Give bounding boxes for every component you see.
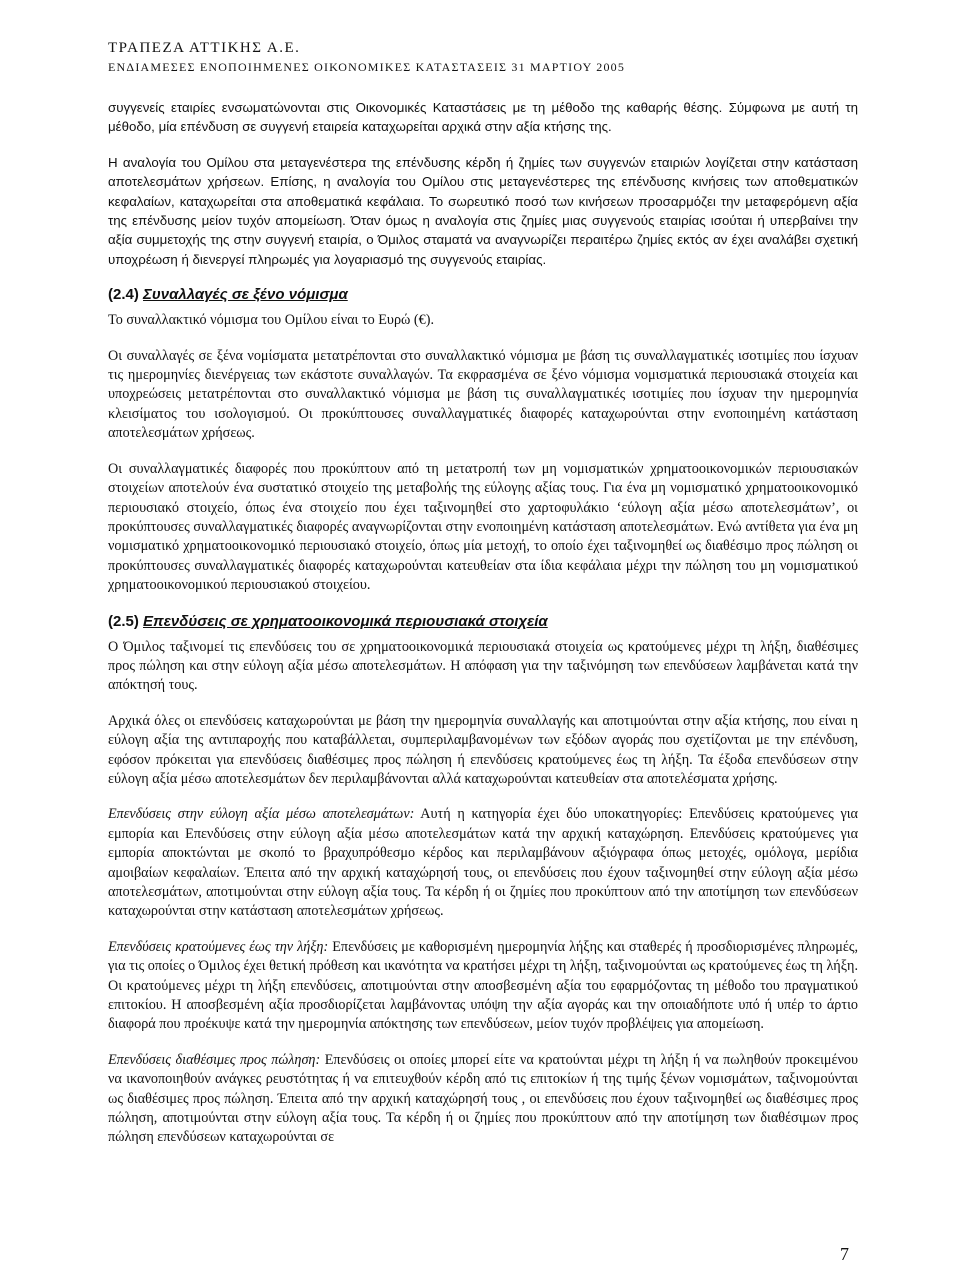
page-number: 7 — [840, 1244, 849, 1264]
paragraph-4: Οι συναλλαγές σε ξένα νομίσματα μετατρέπονται στο συναλλακτικό νόμισμα με βάση τις συναλλαγματικές ισοτιμίες που ίσχυαν τις ημερομηνίες διενέργειας των εκάστοτε συναλλαγών. Τα εκφρασμένα σε ξένο νόμισμα νομισματικά περιουσιακά στοιχεία και υποχρεώσεις μετατρέπονται στο συναλλακτικό νόμισμα με βάση τις συναλλαγματικές ισοτιμίες που ίσχυαν την ημερομηνία κλεισίματος του ισολογισμού. Οι προκύπτουσες συναλλαγματικές διαφορές καταχωρούνται στην ενοποιημένη κατάσταση αποτελεσμάτων χρήσεως. — [108, 347, 858, 442]
header-company: ΤΡΑΠΕΖΑ ΑΤΤΙΚΗΣ Α.Ε. — [108, 40, 301, 56]
section-number: (2.4) — [108, 286, 139, 304]
paragraph-5: Οι συναλλαγματικές διαφορές που προκύπτουν από τη μετατροπή των μη νομισματικών χρηματοοικονομικών περιουσιακών στοιχείων αποτελούν ένα συστατικό στοιχείο της μεταβολής της εύλογης αξίας τους. Για ένα μη νομισματικό χρηματοοικονομικό περιουσιακό στοιχείο, όπως ένα στοιχείο που έχει ταξινομηθεί στο χαρτοφυλάκιο ‘εύλογη αξία μέσω αποτελεσμάτων’, οι προκύπτουσες συναλλαγματικές διαφορές αναγνωρίζονται στην ενοποιημένη κατάσταση αποτελεσμάτων. Ενώ αντίθετα για ένα μη νομισματικό χρηματοοικονομικό περιουσιακό στοιχείο, όπως μία μετοχή, το οποίο έχει ταξινομηθεί ως διαθέσιμο προς πώληση οι προκύπτουσες συναλλαγματικές διαφορές καταχωρούνται κατευθείαν στα ίδια κεφάλαια μέχρι την πώληση του μη νομισματικού χρηματοοικονομικού περιουσιακού στοιχείου. — [108, 460, 858, 594]
header-subtitle: ΕΝΔΙΑΜΕΣΕΣ ΕΝΟΠΟΙΗΜΕΝΕΣ ΟΙΚΟΝΟΜΙΚΕΣ ΚΑΤΑΣΤΑΣΕΙΣ 31 ΜΑΡΤΙΟΥ 2005 — [108, 60, 626, 74]
section-title: Επενδύσεις σε χρηματοοικονομικά περιουσιακά στοιχεία — [143, 612, 548, 630]
paragraph-2: Η αναλογία του Ομίλου στα μεταγενέστερα της επένδυσης κέρδη ή ζημίες των συγγενών εταιριών λογίζεται στην κατάσταση αποτελεσμάτων χρήσεων. Επίσης, η αναλογία του Ομίλου στις μεταγενέστερες της επένδυσης κινήσεις των αποθεματικών κεφαλαίων, καταχωρείται στα αποθεματικά κεφάλαια. Το σωρευτικό ποσό των κινήσεων προσαρμόζει την μεταφερόμενη αξία της επένδυσης μείον τυχόν απομείωση. Όταν όμως η αναλογία στις ζημίες μιας συγγενούς εταιρίας ισούται ή υπερβαίνει την αξία συμμετοχής της στην συγγενή εταιρία, ο Όμιλος σταματά να αναγνωρίζει περαιτέρω ζημίες εκτός αν έχει αναλάβει σχετική υποχρέωση ή διενεργεί πληρωμές για λογαριασμό της συγγενούς εταιρίας. — [108, 154, 858, 267]
paragraph-lead: Επενδύσεις κρατούμενες έως την λήξη: — [108, 938, 329, 955]
paragraph-lead: Επενδύσεις διαθέσιμες προς πώληση: — [108, 1051, 321, 1068]
section-heading-2-5 — [108, 612, 858, 632]
paragraph-3: Το συναλλακτικό νόμισμα του Ομίλου είναι το Ευρώ (€). — [108, 312, 435, 329]
paragraph-6: Ο Όμιλος ταξινομεί τις επενδύσεις του σε χρηματοοικονομικά περιουσιακά στοιχεία ως κρατούμενες μέχρι τη λήξη, διαθέσιμες προς πώληση και στην εύλογη αξία μέσω αποτελεσμάτων. Η απόφαση για την ταξινόμηση των επενδύσεων λαμβάνεται κατά την απόκτησή τους. — [108, 638, 858, 694]
paragraph-text: Αυτή η κατηγορία έχει δύο υποκατηγορίες: Επενδύσεις κρατούμενες για εμπορία και Επενδύσεις στην εύλογη αξία μέσω αποτελεσμάτων κατά την αρχική καταχώρηση. Επενδύσεις κρατούμενες για εμπορία αποκτώνται με σκοπό το βραχυπρόθεσμο κέρδος και περιλαμβάνουν αξιόγραφα όπως μετοχές, ομόλογα, μερίδια αμοιβαίων κεφαλαίων. Έπειτα από την αρχική καταχώρησή τους, οι επενδύσεις που έχουν ταξινομηθεί στην εύλογη αξία μέσω αποτελεσμάτων, αποτιμούνται στην εύλογη αξία τους. Τα κέρδη ή οι ζημίες που προκύπτουν από την αποτίμηση των επενδύσεων καταχωρούνται στην κατάσταση αποτελεσμάτων χρήσεως. — [108, 806, 858, 920]
paragraph-8 — [108, 805, 858, 921]
document-page — [108, 38, 858, 1164]
paragraph-lead: Επενδύσεις στην εύλογη αξία μέσω αποτελεσμάτων: — [108, 806, 415, 823]
paragraph-1: συγγενείς εταιρίες ενσωματώνονται στις Οικονομικές Καταστάσεις με τη μέθοδο της καθαρής θέσης. Σύμφωνα με αυτή τη μέθοδο, μία επένδυση σε συγγενή εταιρεία καταχωρείται αρχικά στην αξία κτήσης της. — [108, 100, 858, 135]
paragraph-text: Επενδύσεις με καθορισμένη ημερομηνία λήξης και σταθερές ή προσδιορισμένες πληρωμές, για τις οποίες ο Όμιλος έχει θετική πρόθεση και ικανότητα να κρατήσει μέχρι τη λήξη, ταξινομούνται ως κρατούμενες έως τη λήξη. Οι κρατούμενες μέχρι τη λήξη επενδύσεις, αποτιμούνται στην αποσβεσμένη αξία του εφαρμόζοντας τη μέθοδο του πραγματικού επιτοκίου. Η αποσβεσμένη αξία προσδιορίζεται λαμβάνοντας υπόψη την αξία αγοράς και την οποιαδήποτε υπό ή υπέρ το άρτιο διαφορά που προέκυψε κατά την ημερομηνία απόκτησης των επενδύσεων, μείον τυχόν προβλέψεις για απομείωση. — [108, 938, 858, 1033]
paragraph-7: Αρχικά όλες οι επενδύσεις καταχωρούνται με βάση την ημερομηνία συναλλαγής και αποτιμούνται στην αξία κτήσης, που είναι η εύλογη αξία της αντιπαροχής που καταβάλλεται, συμπεριλαμβανομένων των εξόδων αγοράς που σχετίζονται με την επένδυση, εφόσον πρόκειται για επενδύσεις διαθέσιμες προς πώληση ή επενδύσεις κρατούμενες έως τη λήξη. Τα έξοδα επενδύσεων στην εύλογη αξία μέσω αποτελεσμάτων δεν περιλαμβάνονται αλλά καταχωρούνται κατευθείαν στα αποτελέσματα χρήσης. — [108, 712, 858, 787]
paragraph-text: Επενδύσεις οι οποίες μπορεί είτε να κρατούνται μέχρι τη λήξη ή να πωληθούν προκειμένου να ικανοποιηθούν ανάγκες ρευστότητας ή να επιτευχθούν κέρδη από τις επιτοκίων ή της τιμής ξένων νομισμάτων, ταξινομούνται ως διαθέσιμες προς πώληση. Έπειτα από την αρχική καταχώρησή τους , οι επενδύσεις που έχουν ταξινομηθεί ως διαθέσιμες προς πώληση, αποτιμούνται στην εύλογη αξία τους. Τα κέρδη ή οι ζημίες που προκύπτουν από την αποτίμηση των διαθέσιμων προς πώληση επενδύσεων καταχωρούνται σε — [108, 1051, 858, 1146]
section-heading-2-4 — [108, 285, 858, 305]
section-number: (2.5) — [108, 612, 139, 630]
section-title: Συναλλαγές σε ξένο νόμισμα — [143, 286, 348, 304]
paragraph-10 — [108, 1051, 858, 1148]
paragraph-9 — [108, 938, 858, 1035]
